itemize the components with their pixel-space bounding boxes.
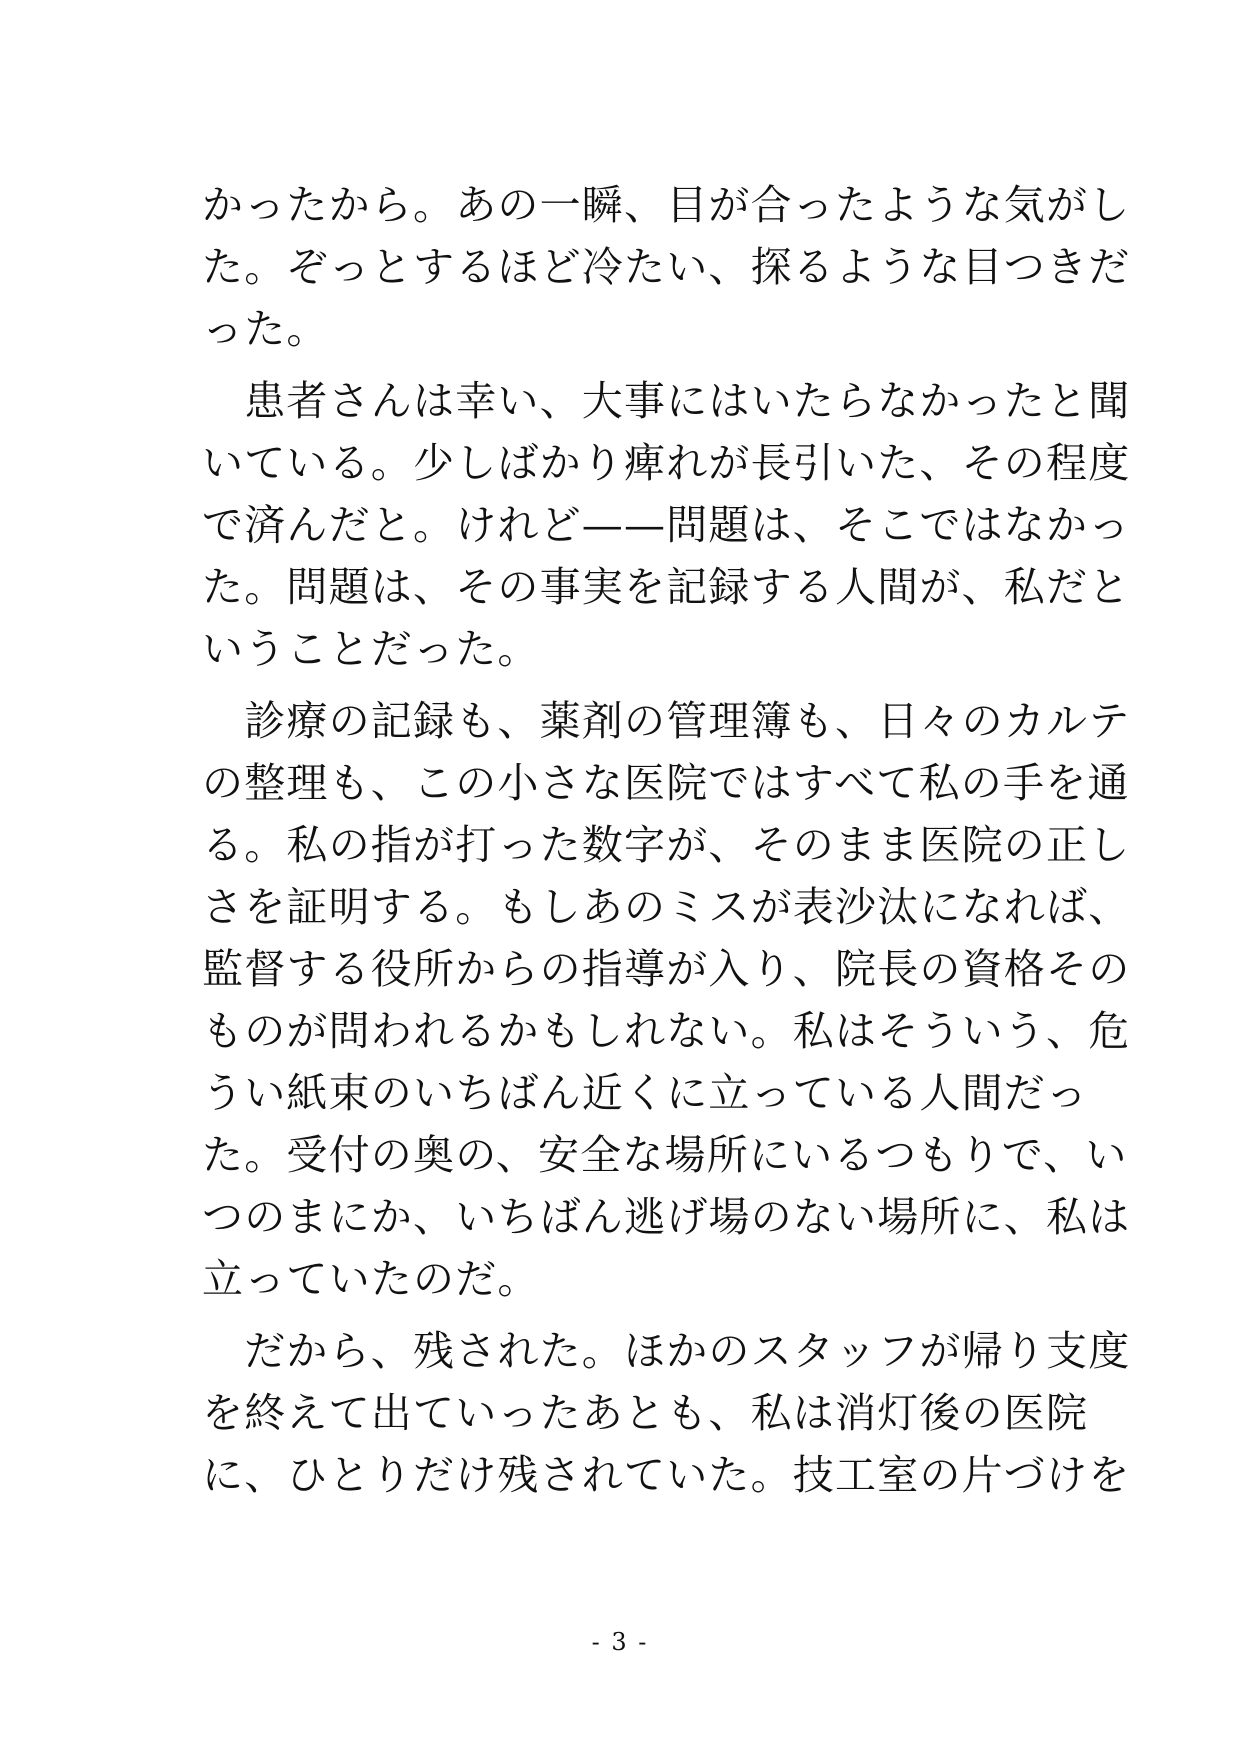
text-line: さを証明する。もしあのミスが表沙汰になれば、 (202, 883, 1131, 931)
text-line: った。 (202, 305, 329, 353)
text-line: うい紙束のいちばん近くに立っている人間だっ (202, 1069, 1089, 1117)
text-line: た。受付の奥の、安全な場所にいるつもりで、い (202, 1131, 1128, 1179)
text-line: を終えて出ていったあとも、私は消灯後の医院 (202, 1389, 1089, 1437)
text-line: る。私の指が打った数字が、そのまま医院の正し (202, 821, 1131, 869)
body-text (202, 174, 1131, 1506)
text-line: ものが問われるかもしれない。私はそういう、危 (202, 1007, 1131, 1055)
text-line: 診療の記録も、薬剤の管理簿も、日々のカルテ (202, 697, 1131, 745)
text-line: た。ぞっとするほど冷たい、探るような目つきだ (202, 243, 1131, 291)
text-line: つのまにか、いちばん逃げ場のない場所に、私は (202, 1193, 1131, 1241)
text-line: た。問題は、その事実を記録する人間が、私だと (202, 563, 1131, 611)
paragraph (202, 370, 1131, 680)
text-line: 監督する役所からの指導が入り、院長の資格その (202, 945, 1131, 993)
text-line: の整理も、この小さな医院ではすべて私の手を通 (202, 759, 1130, 807)
paragraph (202, 174, 1131, 360)
text-line: いうことだった。 (202, 625, 540, 673)
text-line: 患者さんは幸い、大事にはいたらなかったと聞 (202, 377, 1131, 425)
page-number: - 3 - (591, 1628, 649, 1656)
text-line: で済んだと。けれど——問題は、そこではなかっ (202, 501, 1131, 549)
text-line: に、ひとりだけ残されていた。技工室の片づけを (202, 1451, 1131, 1499)
text-line: だから、残された。ほかのスタッフが帰り支度 (202, 1327, 1131, 1375)
text-line: 立っていたのだ。 (202, 1255, 540, 1303)
text-line: いている。少しばかり痺れが長引いた、その程度 (202, 439, 1131, 487)
text-line: かったから。あの一瞬、目が合ったような気がし (202, 181, 1131, 229)
paragraph (202, 1320, 1131, 1506)
paragraph (202, 690, 1131, 1310)
